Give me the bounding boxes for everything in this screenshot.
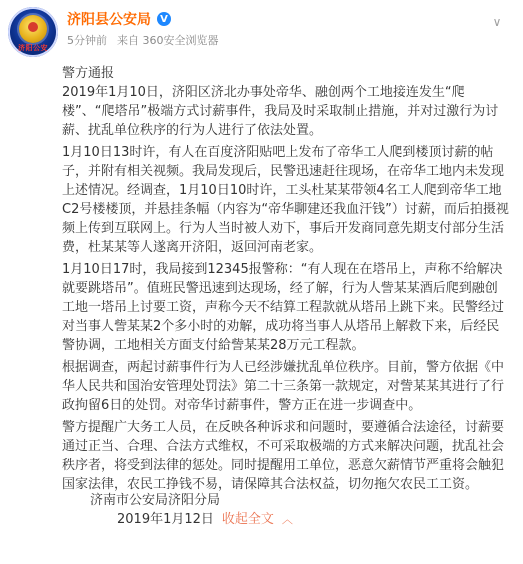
author-row <box>67 9 171 29</box>
post-menu-chevron-icon[interactable]: ∨ <box>492 15 502 29</box>
collapse-fulltext-link[interactable]: 收起全文 <box>221 512 274 527</box>
avatar-text: 济阳公安 <box>18 44 48 52</box>
signature-date: 2019年1月12日 <box>117 512 214 527</box>
post-meta <box>67 32 219 48</box>
author-name[interactable]: 济阳县公安局 <box>67 12 151 28</box>
avatar[interactable] <box>8 7 58 57</box>
paragraph-3: 1月10日17时，我局接到12345报警称：“有人现在在塔吊上，声称不给解决就要跳塔吊”。值班民警迅速到达现场，经了解，行为人訾某某酒后爬到融创工地一塔吊上讨要工资，声称今天不结算工程款就从塔吊上跳下来。民警经过对当事人訾某某2个多小时的劝解，成功将当事人从塔吊上解救下来，后经民警协调，工地相关方面支付給訾某某28万元工程款。 <box>62 262 505 353</box>
signature-org: 济南市公安局济阳分局 <box>90 493 221 508</box>
post-time[interactable]: 5分钟前 <box>67 34 107 47</box>
paragraph-4: 根据调查，两起讨薪事件行为人已经涉嫌扰乱单位秩序。目前，警方依据《中华人民共和国治安管理处罚法》第二十三条第一款规定，对訾某某其进行了行政拘留6日的处罚。对帝华讨薪事件，警方正在进一步调查中。 <box>62 360 505 413</box>
paragraph-1: 2019年1月10日，济阳区济北办事处帝华、融创两个工地接连发生“爬楼”、“爬塔吊”极端方式讨薪事件，我局及时采取制止措施，并对过激行为讨薪、扰乱单位秩序的行为人进行了依法处置。 <box>62 85 499 138</box>
paragraph-2: 1月10日13时许，有人在百度济阳贴吧上发布了帝华工人爬到楼顶讨薪的帖子，并附有相关视频。我局发现后，民警迅速赶往现场，在帝华工地内未发现上述情况。经调查，1月10日10时许，工头杜某某带领4名工人爬到帝华工地C2号楼楼顶，并悬挂条幅（内容为“帝华聊建还我血汗钱”）讨薪，而后拍摄视频上传到互联网上。行为人当时被人劝下，事后开发商同意先期支付部分生活费，杜某某等人遂离开济阳，返回河南老家。 <box>62 145 509 255</box>
verified-badge-icon: V <box>157 12 171 26</box>
post-content <box>62 64 509 494</box>
post-signature <box>62 491 509 529</box>
post-header <box>8 7 508 57</box>
post-source: 来自 360安全浏览器 <box>117 34 219 47</box>
chevron-up-icon[interactable]: ︿ <box>281 513 293 526</box>
paragraph-title: 警方通报 <box>62 66 115 81</box>
signature-date-line <box>62 510 509 529</box>
paragraph-5: 警方提醒广大务工人员，在反映各种诉求和问题时，要遵循合法途径，讨薪要通过正当、合理、合法方式维权，不可采取极端的方式来解决问题，扰乱社会秩序者，将受到法律的惩处。同时提醒用工单位，恶意欠薪情节严重将会触犯国家法律，农民工挣钱不易，请保障其合法权益，切勿拖欠农民工工资。 <box>62 420 505 492</box>
police-badge-icon <box>19 15 47 43</box>
